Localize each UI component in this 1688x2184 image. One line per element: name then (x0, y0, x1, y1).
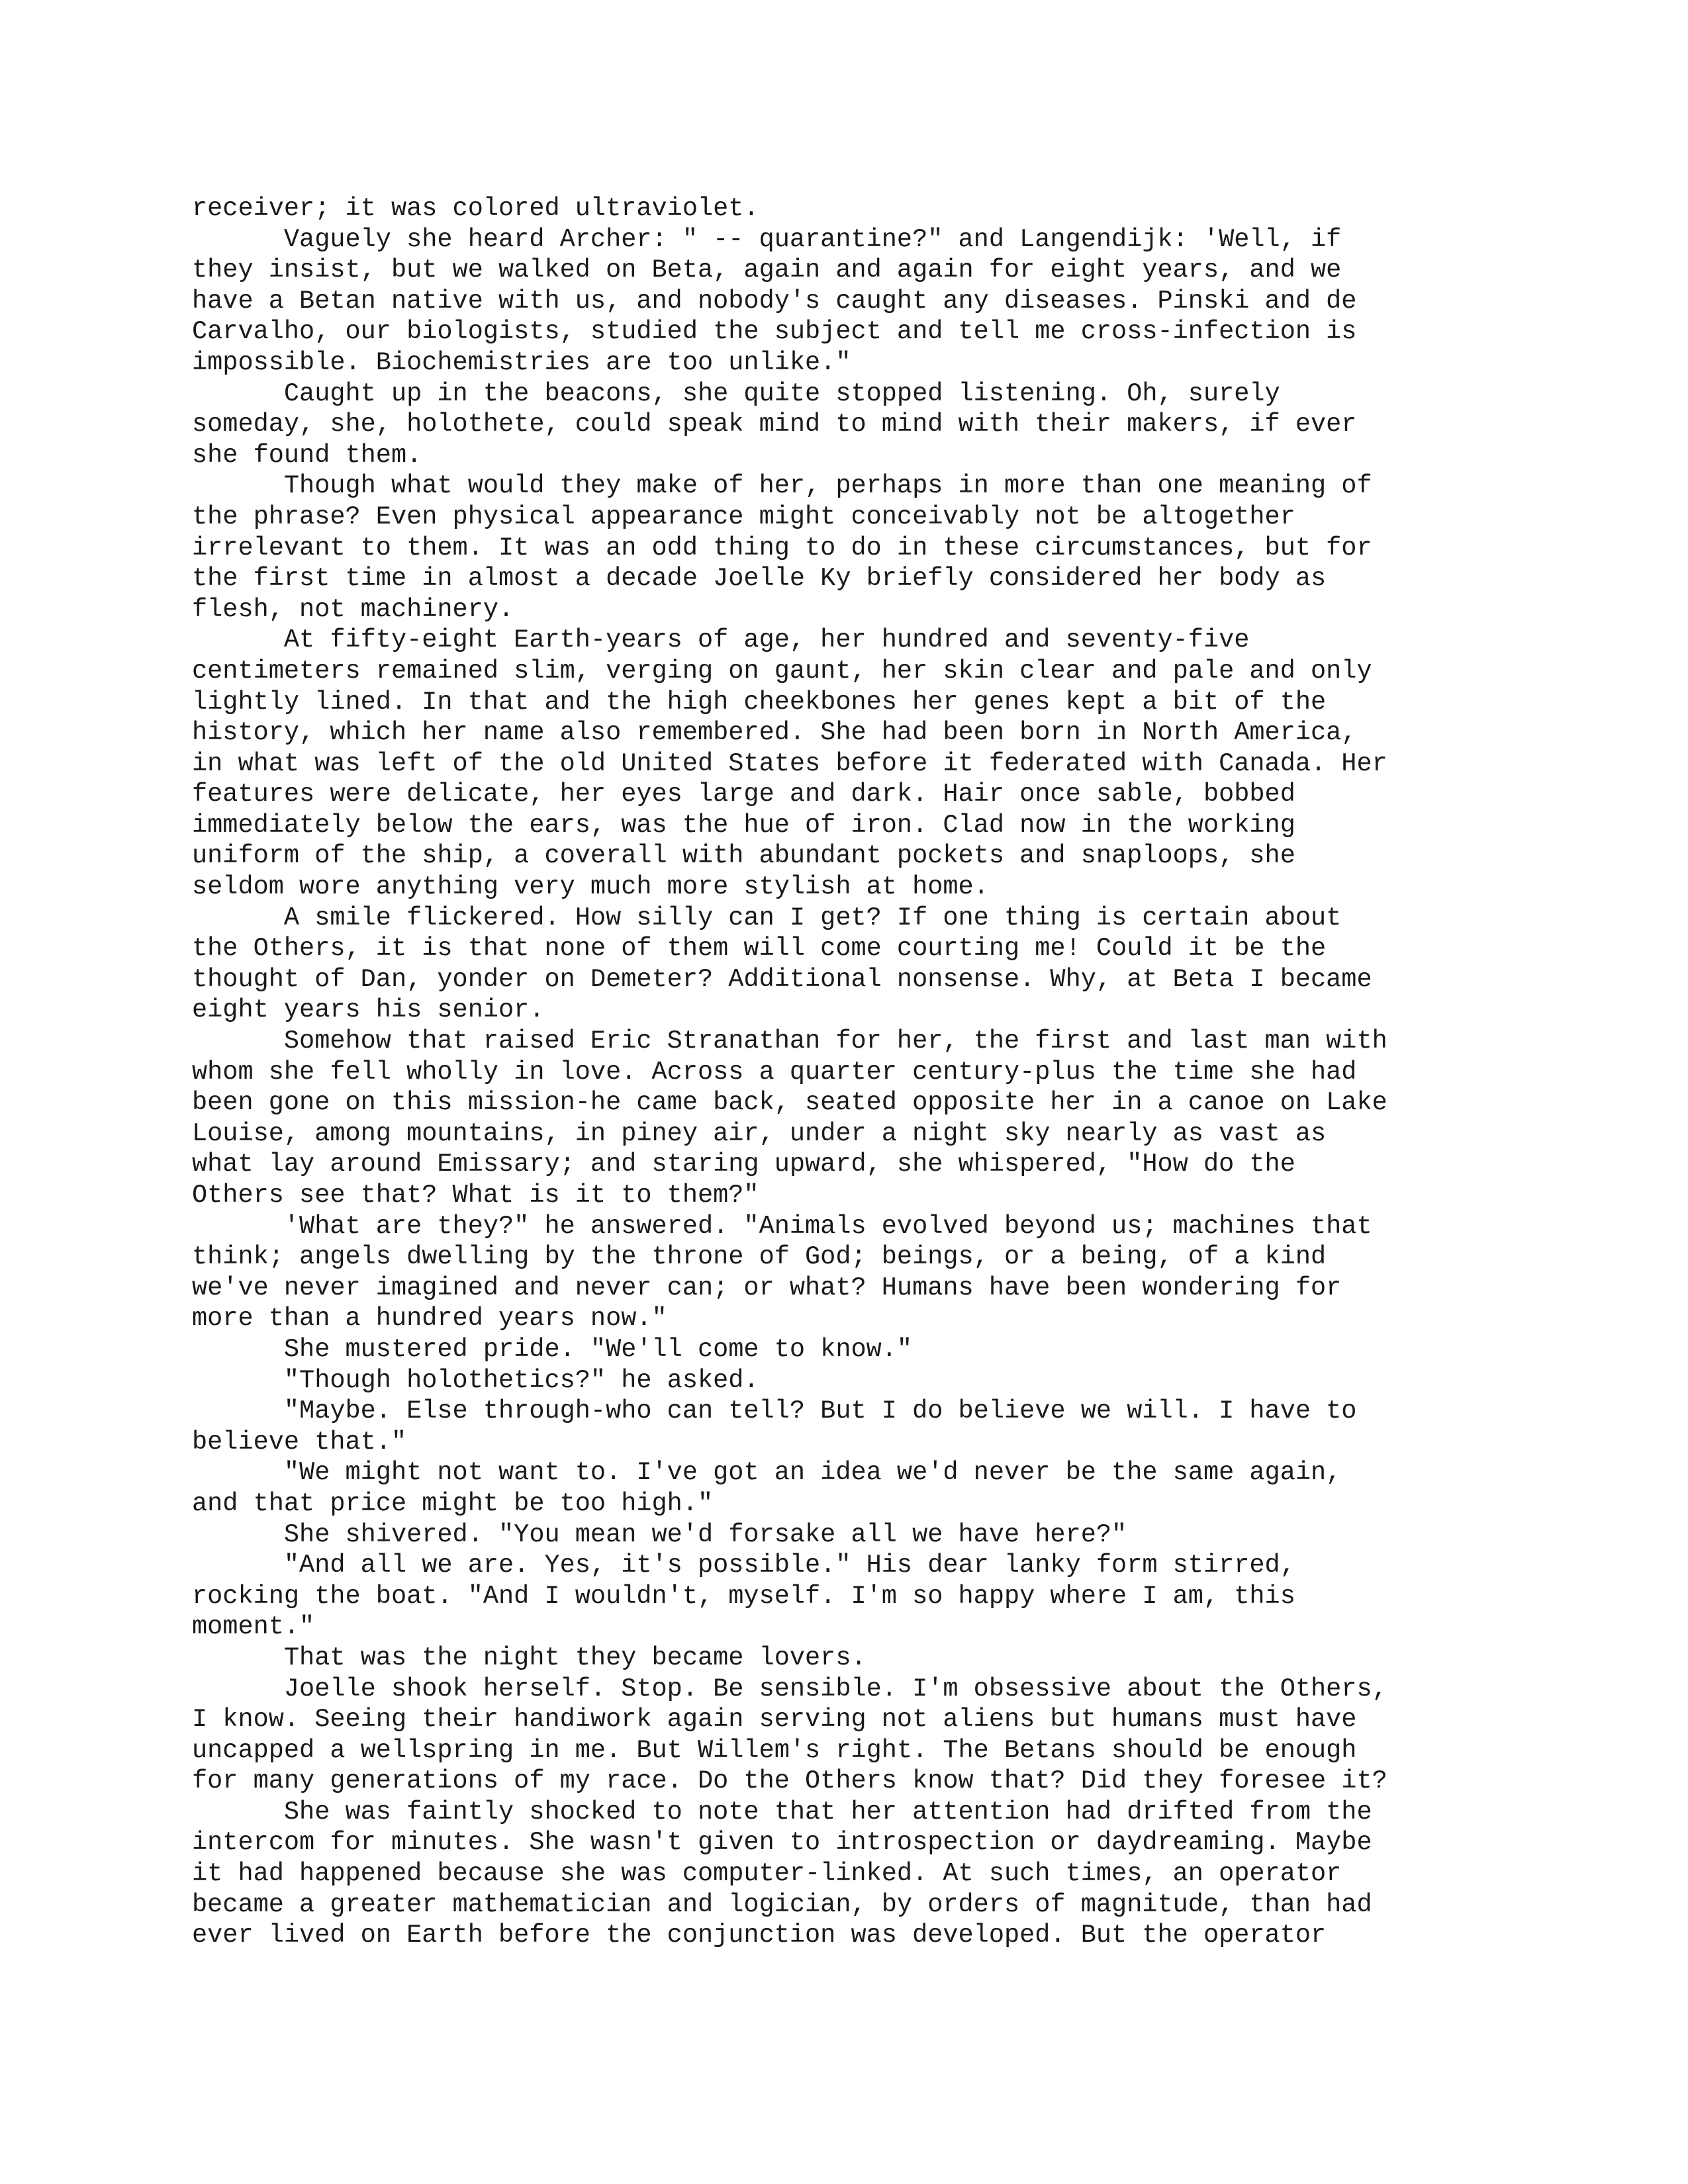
text-line: At fifty-eight Earth-years of age, her hundred and seventy-five (192, 625, 1250, 655)
text-line: became a greater mathematician and logician, by orders of magnitude, than had (192, 1889, 1372, 1919)
text-line: and that price might be too high." (192, 1488, 714, 1518)
text-line: "Maybe. Else through-who can tell? But I do believe we will. I have to (192, 1396, 1357, 1426)
text-line: eight years his senior. (192, 995, 545, 1025)
text-line: immediately below the ears, was the hue of iron. Clad now in the working (192, 810, 1295, 840)
text-line: the phrase? Even physical appearance might conceivably not be altogether (192, 502, 1295, 531)
text-line: flesh, not machinery. (192, 594, 514, 624)
text-line: irrelevant to them. It was an odd thing to do in these circumstances, but for (192, 533, 1372, 563)
text-line: A smile flickered. How silly can I get? If one thing is certain about (192, 903, 1342, 933)
text-line: intercom for minutes. She wasn't given to introspection or daydreaming. Maybe (192, 1828, 1372, 1858)
text-line: receiver; it was colored ultraviolet. (192, 194, 759, 223)
text-line: thought of Dan, yonder on Demeter? Additional nonsense. Why, at Beta I became (192, 964, 1372, 994)
text-line: Others see that? What is it to them?" (192, 1181, 759, 1210)
text-line: Though what would they make of her, perhaps in more than one meaning of (192, 471, 1372, 501)
text-line: they insist, but we walked on Beta, again and again for eight years, and we (192, 255, 1342, 285)
text-line: She was faintly shocked to note that her attention had drifted from the (192, 1797, 1372, 1827)
text-line: more than a hundred years now." (192, 1304, 667, 1334)
text-line: moment." (192, 1612, 315, 1642)
text-line: uniform of the ship, a coverall with abundant pockets and snaploops, she (192, 841, 1295, 871)
text-line: have a Betan native with us, and nobody's caught any diseases. Pinski and de (192, 286, 1357, 316)
text-line: That was the night they became lovers. (192, 1643, 867, 1672)
text-line: features were delicate, her eyes large and dark. Hair once sable, bobbed (192, 780, 1295, 809)
text-line: think; angels dwelling by the throne of God; beings, or a being, of a kind (192, 1242, 1327, 1272)
text-line: seldom wore anything very much more stylish at home. (192, 872, 989, 902)
text-line: she found them. (192, 440, 422, 470)
text-line: Carvalho, our biologists, studied the subject and tell me cross-infection is (192, 317, 1357, 347)
text-line: someday, she, holothete, could speak mind to mind with their makers, if ever (192, 410, 1357, 439)
text-line: Caught up in the beacons, she quite stopped listening. Oh, surely (192, 379, 1280, 408)
text-line: history, which her name also remembered. She had been born in North America, (192, 718, 1357, 748)
text-line: "And all we are. Yes, it's possible." His dear lanky form stirred, (192, 1551, 1295, 1580)
text-line: Vaguely she heard Archer: " -- quarantine?" and Langendijk: 'Well, if (192, 224, 1342, 254)
document-page (192, 193, 1516, 1951)
text-line: the first time in almost a decade Joelle Ky briefly considered her body as (192, 564, 1327, 594)
text-line: Joelle shook herself. Stop. Be sensible. I'm obsessive about the Others, (192, 1674, 1387, 1704)
text-line: Louise, among mountains, in piney air, under a night sky nearly as vast as (192, 1118, 1327, 1148)
text-line: it had happened because she was computer-linked. At such times, an operator (192, 1859, 1342, 1889)
text-line: for many generations of my race. Do the Others know that? Did they foresee it? (192, 1766, 1387, 1796)
text-line: "We might not want to. I've got an idea we'd never be the same again, (192, 1458, 1342, 1488)
text-line: uncapped a wellspring in me. But Willem's right. The Betans should be enough (192, 1735, 1357, 1765)
text-line: what lay around Emissary; and staring upward, she whispered, "How do the (192, 1150, 1295, 1179)
text-line: ever lived on Earth before the conjunction was developed. But the operator (192, 1921, 1327, 1950)
text-line: impossible. Biochemistries are too unlike." (192, 347, 851, 377)
text-line: Somehow that raised Eric Stranathan for her, the first and last man with (192, 1026, 1387, 1056)
text-line: She mustered pride. "We'll come to know." (192, 1334, 913, 1364)
text-line: we've never imagined and never can; or what? Humans have been wondering for (192, 1273, 1342, 1302)
text-line: "Though holothetics?" he asked. (192, 1365, 759, 1395)
text-line: whom she fell wholly in love. Across a quarter century-plus the time she had (192, 1057, 1357, 1087)
text-line: 'What are they?" he answered. "Animals evolved beyond us; machines that (192, 1211, 1372, 1241)
text-line: in what was left of the old United States before it federated with Canada. Her (192, 749, 1387, 778)
text-line: rocking the boat. "And I wouldn't, myself. I'm so happy where I am, this (192, 1581, 1295, 1611)
text-line: She shivered. "You mean we'd forsake all we have here?" (192, 1520, 1127, 1549)
text-line: centimeters remained slim, verging on gaunt, her skin clear and pale and only (192, 656, 1372, 686)
text-line: been gone on this mission-he came back, seated opposite her in a canoe on Lake (192, 1088, 1387, 1118)
text-line: the Others, it is that none of them will come courting me! Could it be the (192, 934, 1327, 964)
text-line: believe that." (192, 1427, 407, 1457)
text-line: lightly lined. In that and the high cheekbones her genes kept a bit of the (192, 687, 1327, 717)
text-line: I know. Seeing their handiwork again serving not aliens but humans must have (192, 1705, 1357, 1735)
